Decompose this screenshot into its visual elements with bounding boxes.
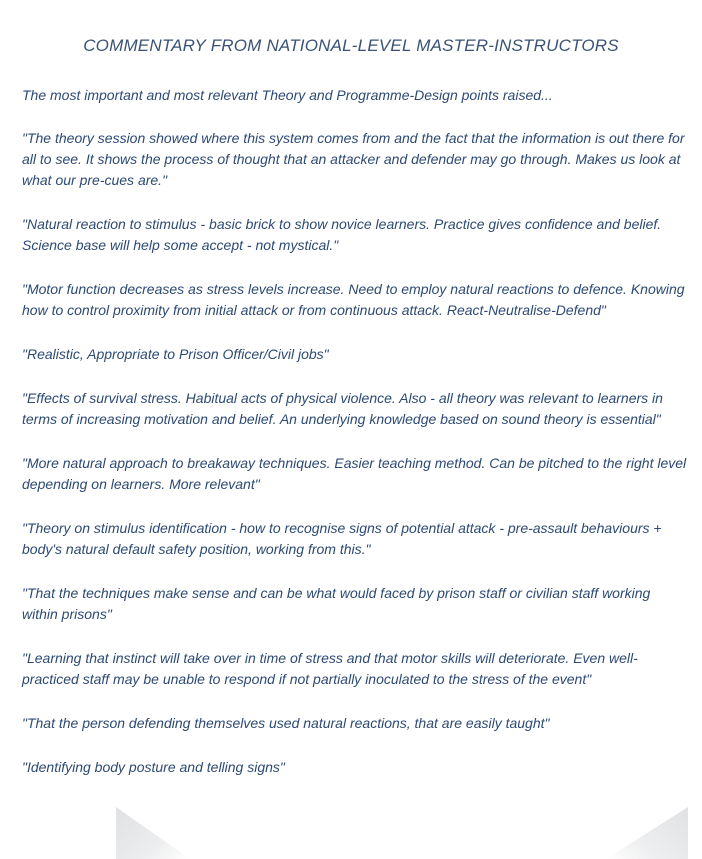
quote-item: "More natural approach to breakaway techniques. Easier teaching method. Can be pitched to the right level depending on learners. More relevant" [22,455,687,492]
decorative-triangle-right [606,807,688,859]
quote-item: "The theory session showed where this system comes from and the fact that the information is out there for all to see. It shows the process of thought that an attacker and defender may go through. Makes us look at what our pre-cues are." [22,130,685,188]
page-title: COMMENTARY FROM NATIONAL-LEVEL MASTER-INSTRUCTORS [83,36,619,55]
quote-item: "That the techniques make sense and can be what would faced by prison staff or civilian staff working within prisons" [22,585,651,622]
quote-item: "That the person defending themselves used natural reactions, that are easily taught" [22,715,550,731]
decorative-triangle-left [116,807,190,859]
quote-item: "Motor function decreases as stress levels increase. Need to employ natural reactions to defence. Knowing how to control proximity from initial attack or from continuous attack. React-Neutralise-Defend" [22,281,685,318]
quote-list [22,128,687,801]
quote-item: "Effects of survival stress. Habitual acts of physical violence. Also - all theory was relevant to learners in terms of increasing motivation and belief. An underlying knowledge based on sound theory is essential" [22,390,663,427]
quote-item: "Learning that instinct will take over in time of stress and that motor skills will deteriorate. Even well-practiced staff may be unable to respond if not partially inoculated to the stress of the event" [22,650,638,687]
intro-text: The most important and most relevant Theory and Programme-Design points raised... [22,87,553,103]
quote-item: "Natural reaction to stimulus - basic brick to show novice learners. Practice gives confidence and belief. Science base will help some accept - not mystical." [22,216,662,253]
quote-item: "Realistic, Appropriate to Prison Officer/Civil jobs" [22,346,329,362]
quote-item: "Identifying body posture and telling signs" [22,759,285,775]
quote-item: "Theory on stimulus identification - how to recognise signs of potential attack - pre-assault behaviours + body's natural default safety position, working from this." [22,520,662,557]
